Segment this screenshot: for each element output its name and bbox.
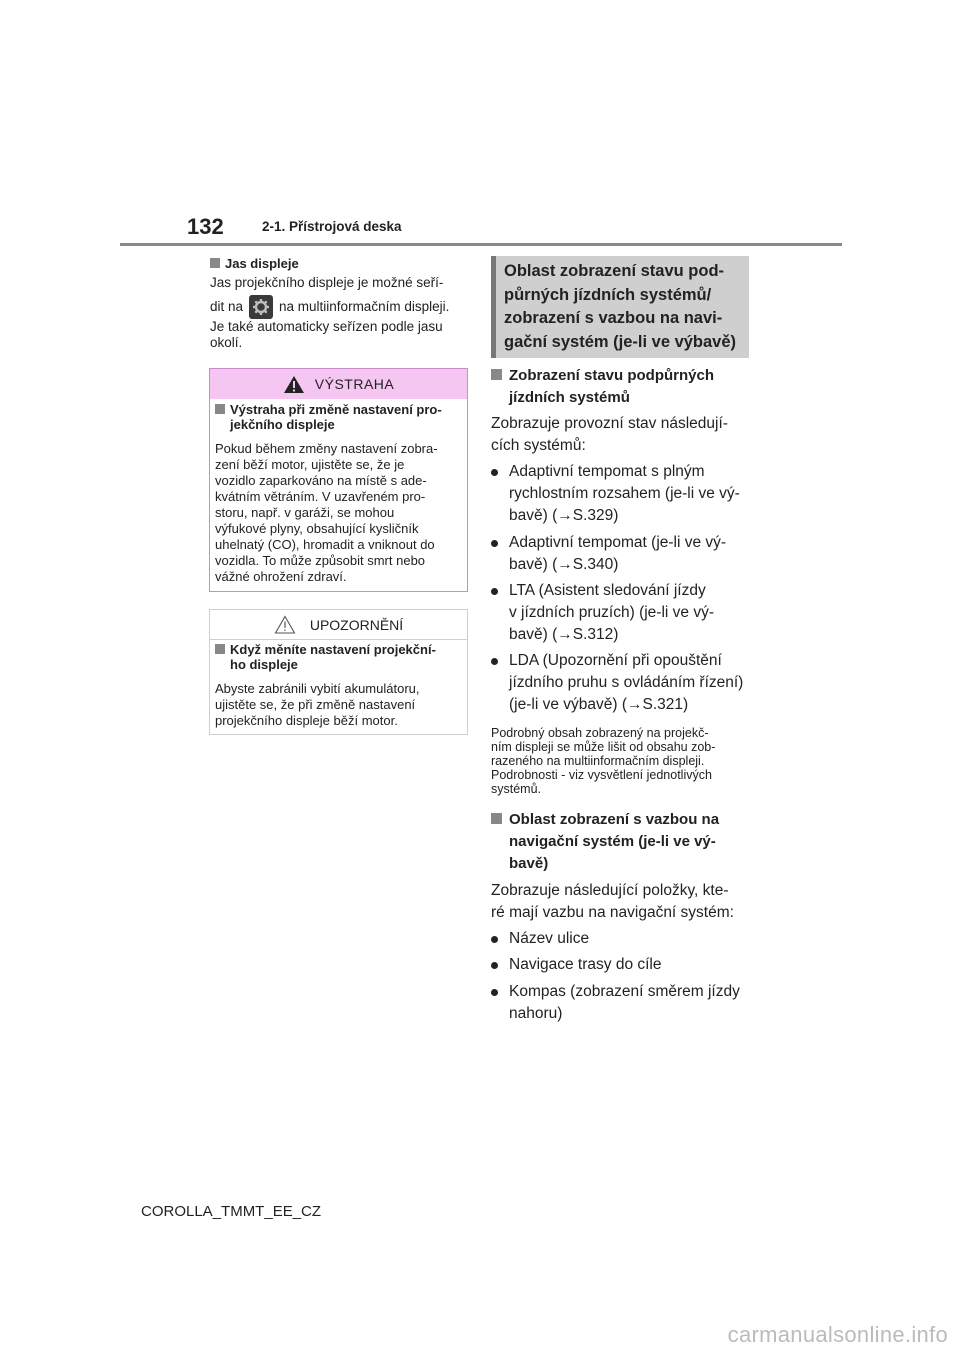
section-title: 2-1. Přístrojová deska: [262, 219, 402, 234]
bullet-line: bavě) (→S.312): [509, 626, 619, 643]
bullet-line: v jízdních pruzích) (je-li ve vý-: [509, 604, 714, 621]
list-item: [491, 650, 756, 716]
jas-line3a: Je také automaticky seřízen podle jasu: [210, 319, 443, 334]
section-heading-box: [491, 256, 749, 358]
square-bullet-icon: [491, 369, 502, 380]
heading-line: zobrazení s vazbou na navi-: [504, 309, 723, 327]
paragraph-support-systems: [491, 413, 751, 457]
warning-body-line: vážné ohrožení zdraví.: [215, 569, 347, 584]
paragraph-navigation: [491, 880, 753, 924]
p2-line: Zobrazuje následující položky, kte-: [491, 882, 729, 899]
heading-line: gační systém (je-li ve výbavě): [504, 332, 737, 351]
warning-body-line: vozidlo zaparkováno na místě s ade-: [215, 473, 427, 488]
bullet-dot-icon: [491, 989, 498, 996]
warning-body-line: vozidla. To může způsobit smrt nebo: [215, 553, 426, 568]
note-line: systémů.: [491, 782, 542, 796]
warning-body-line: uhelnatý (CO), hromadit a vniknout do: [215, 537, 435, 552]
jas-line3b: okolí.: [210, 335, 243, 350]
jas-text-line3: [210, 319, 443, 351]
sub2-line: bavě): [509, 855, 549, 872]
jas-heading-text: Jas displeje: [225, 256, 299, 271]
note-line: ním displeji se může lišit od obsahu zob-: [491, 740, 716, 754]
warning-sub-l1: Výstraha při změně nastavení pro-: [230, 402, 442, 417]
p2-line: ré mají vazbu na navigační systém:: [491, 904, 734, 921]
jas-line2-pre: dit na: [210, 299, 244, 314]
caution-body-line: ujistěte se, že při změně nastavení: [215, 697, 416, 712]
bullet-dot-icon: [491, 540, 498, 547]
bullet-line: Navigace trasy do cíle: [509, 956, 662, 973]
bullet-line: Adaptivní tempomat (je-li ve vý-: [509, 534, 727, 551]
bullet-line: LDA (Upozornění při opouštění: [509, 652, 722, 669]
square-bullet-icon: [215, 644, 225, 654]
jas-heading: [210, 256, 299, 271]
caution-body-line: Abyste zabránili vybití akumulátoru,: [215, 681, 420, 696]
caution-sub-l2: ho displeje: [230, 657, 298, 672]
bullet-line: rychlostním rozsahem (je-li ve vý-: [509, 485, 740, 502]
sub1-line: jízdních systémů: [509, 389, 630, 406]
document-code: COROLLA_TMMT_EE_CZ: [141, 1203, 322, 1220]
sub2-line: navigační systém (je-li ve vý-: [509, 833, 716, 850]
gear-icon: [249, 295, 273, 319]
note-line: razeného na multiinformačním displeji.: [491, 754, 705, 768]
note-paragraph: [491, 726, 753, 796]
bullet-dot-icon: [491, 469, 498, 476]
square-bullet-icon: [491, 813, 502, 824]
warning-sub-l2: jekčního displeje: [230, 417, 335, 432]
bullet-dot-icon: [491, 962, 498, 969]
warning-subheading: [215, 402, 465, 432]
caution-triangle-icon: [274, 615, 296, 634]
list-item: [491, 954, 756, 976]
caution-body: [215, 681, 465, 729]
subheading-support-systems: [491, 365, 751, 409]
list-item: [491, 580, 756, 646]
header-rule: [120, 243, 842, 246]
caution-title: UPOZORNĚNÍ: [309, 616, 404, 633]
heading-line: půrných jízdních systémů/: [504, 285, 712, 304]
bullet-line: LTA (Asistent sledování jízdy: [509, 582, 706, 599]
subheading-navigation: [491, 809, 753, 875]
bullet-line: jízdního pruhu s ovládáním řízení): [509, 674, 744, 691]
bullet-dot-icon: [491, 936, 498, 943]
bullet-dot-icon: [491, 658, 498, 665]
bullet-line: Název ulice: [509, 930, 590, 947]
list-item: [491, 532, 756, 576]
list-item: [491, 981, 756, 1025]
square-bullet-icon: [210, 258, 220, 268]
jas-text-line2: [210, 295, 449, 319]
p1-line: Zobrazuje provozní stav následují-: [491, 415, 728, 432]
warning-triangle-icon: [283, 375, 305, 394]
warning-body-line: storu, např. v garáži, se mohou: [215, 505, 395, 520]
warning-title: VÝSTRAHA: [314, 376, 395, 392]
caution-body-line: projekčního displeje běží motor.: [215, 713, 398, 728]
caution-header: [210, 610, 467, 640]
sub2-line: Oblast zobrazení s vazbou na: [509, 811, 720, 828]
note-line: Podrobnosti - viz vysvětlení jednotlivých: [491, 768, 712, 782]
bullet-dot-icon: [491, 588, 498, 595]
p1-line: cích systémů:: [491, 437, 586, 454]
square-bullet-icon: [215, 404, 225, 414]
section-heading: [504, 260, 749, 354]
heading-line: Oblast zobrazení stavu pod-: [504, 262, 725, 280]
sub1-line: Zobrazení stavu podpůrných: [509, 367, 715, 384]
caution-box: [209, 609, 468, 735]
page-number: 132: [187, 214, 224, 239]
warning-header: [210, 369, 467, 399]
watermark: carmanualsonline.info: [727, 1322, 948, 1347]
caution-subheading: [215, 642, 465, 672]
bullet-line: bavě) (→S.329): [509, 507, 619, 524]
bullet-line: bavě) (→S.340): [509, 556, 619, 573]
bullet-line: Adaptivní tempomat s plným: [509, 463, 705, 480]
bullet-line: Kompas (zobrazení směrem jízdy: [509, 983, 740, 1000]
caution-sub-l1: Když měníte nastavení projekční-: [230, 642, 436, 657]
jas-line2-post: na multiinformačním displeji.: [279, 299, 450, 314]
warning-box: [209, 368, 468, 592]
list-item: [491, 928, 756, 950]
jas-text-line1: Jas projekčního displeje je možné seří-: [210, 275, 444, 290]
bullet-line: (je-li ve výbavě) (→S.321): [509, 696, 689, 713]
warning-body-line: výfukové plyny, obsahující kysličník: [215, 521, 419, 536]
warning-body: [215, 441, 465, 585]
bullet-line: nahoru): [509, 1005, 563, 1022]
warning-body-line: zení běží motor, ujistěte se, že je: [215, 457, 405, 472]
list-item: [491, 461, 756, 527]
note-line: Podrobný obsah zobrazený na projekč-: [491, 726, 709, 740]
warning-body-line: Pokud během změny nastavení zobra-: [215, 441, 438, 456]
warning-body-line: kvátním větráním. V uzavřeném pro-: [215, 489, 426, 504]
